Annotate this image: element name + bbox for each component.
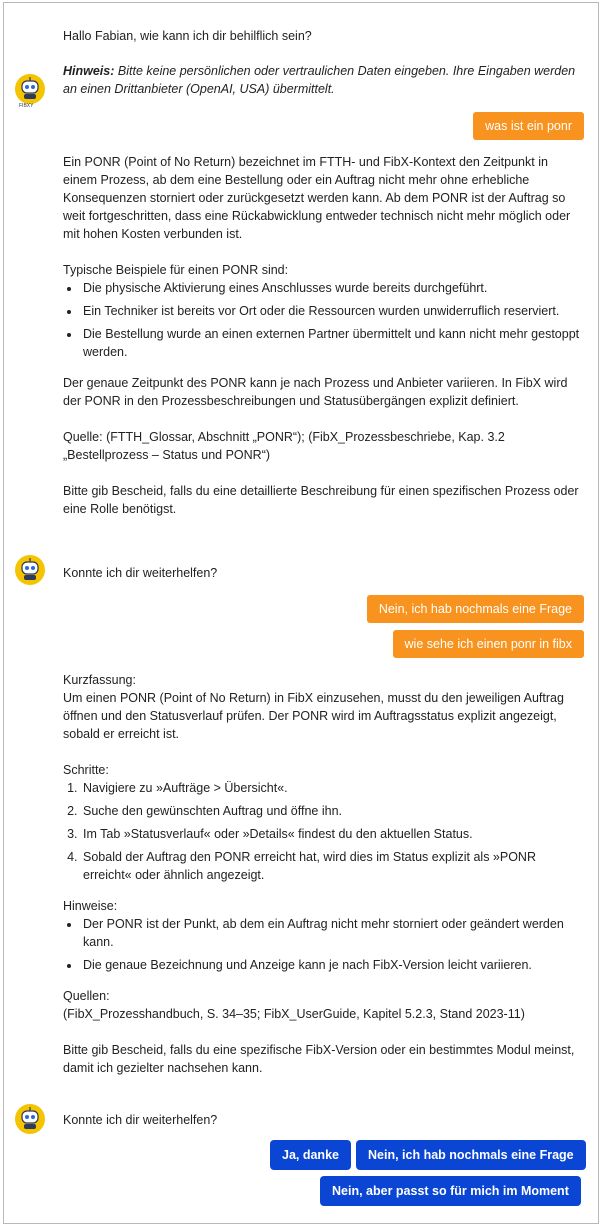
steps-heading: Schritte:	[63, 763, 109, 777]
bot-avatar-icon	[14, 554, 46, 586]
hints-list	[81, 915, 583, 974]
answer-intro: Ein PONR (Point of No Return) bezeichnet im FTTH- und FibX-Kontext den Zeitpunkt in einem Prozess, ab dem eine Bestellung oder ein Auftrag nicht mehr ohne erhebliche Konsequenzen storniert oder zurückgesetzt werden kann. Ab dem PONR ist der Auftrag so weit fortgeschritten, dass eine Rückabwicklung entweder technisch nicht mehr möglich oder mit hohen Kosten verbunden ist.	[63, 155, 571, 241]
list-item: 3. Im Tab »Statusverlauf« oder »Details« findest du den aktuellen Status.	[81, 825, 583, 843]
sources-text: (FibX_Prozesshandbuch, S. 34–35; FibX_UserGuide, Kapitel 5.2.3, Stand 2023-11)	[63, 1007, 525, 1021]
yes-thanks-button[interactable]: Ja, danke	[270, 1140, 351, 1170]
examples-heading: Typische Beispiele für einen PONR sind:	[63, 263, 289, 277]
bot-avatar-label: FIBXY	[19, 103, 34, 109]
bot-answer-1	[63, 153, 583, 518]
summary-heading: Kurzfassung:	[63, 673, 136, 687]
answer-closing: Bitte gib Bescheid, falls du eine detaillierte Beschreibung für einen spezifischen Prozess oder eine Rolle benötigst.	[63, 484, 579, 516]
another-question-button[interactable]: Nein, ich hab nochmals eine Frage	[356, 1140, 586, 1170]
sources-heading: Quellen:	[63, 989, 110, 1003]
answer-closing: Bitte gib Bescheid, falls du eine spezifische FibX-Version oder ein bestimmtes Modul meinst, damit ich gezielter nachsehen kann.	[63, 1043, 575, 1075]
user-message: Nein, ich hab nochmals eine Frage	[367, 595, 584, 623]
list-item: • Die Bestellung wurde an einen externen Partner übermittelt und kann nicht mehr gestoppt werden.	[81, 325, 583, 361]
list-item: • Die genaue Bezeichnung und Anzeige kann je nach FibX-Version leicht variieren.	[81, 956, 583, 974]
list-item: 1. Navigiere zu »Aufträge > Übersicht«.	[81, 779, 583, 797]
hints-heading: Hinweise:	[63, 899, 118, 913]
bot-greeting: Hallo Fabian, wie kann ich dir behilflich sein?	[63, 29, 312, 43]
bot-avatar-icon	[14, 1103, 46, 1135]
list-item: • Der PONR ist der Punkt, ab dem ein Auftrag nicht mehr storniert oder geändert werden kann.	[81, 915, 583, 951]
chat-window	[3, 2, 599, 1224]
list-item: 2. Suche den gewünschten Auftrag und öffne ihn.	[81, 802, 583, 820]
bot-followup: Konnte ich dir weiterhelfen?	[63, 566, 218, 580]
bot-followup: Konnte ich dir weiterhelfen?	[63, 1113, 218, 1127]
steps-list	[81, 779, 583, 884]
list-item: • Die physische Aktivierung eines Anschlusses wurde bereits durchgeführt.	[81, 279, 583, 297]
answer-source: Quelle: (FTTH_Glossar, Abschnitt „PONR“); (FibX_Prozessbeschriebe, Kap. 3.2 „Bestellprozess – Status und PONR“)	[63, 430, 505, 462]
user-message: was ist ein ponr	[473, 112, 584, 140]
privacy-hint-label: Hinweis:	[63, 64, 115, 78]
answer-note: Der genaue Zeitpunkt des PONR kann je nach Prozess und Anbieter variieren. In FibX wird der PONR in den Prozessbeschreibungen und Statusübergängen explizit definiert.	[63, 376, 568, 408]
examples-list	[81, 279, 583, 361]
list-item: 4. Sobald der Auftrag den PONR erreicht hat, wird dies im Status explizit als »PONR erreicht« oder ähnlich angezeigt.	[81, 848, 583, 884]
bot-answer-2	[63, 671, 583, 1077]
privacy-hint	[63, 62, 583, 98]
list-item: • Ein Techniker ist bereits vor Ort oder die Ressourcen wurden unwiderruflich reserviert.	[81, 302, 583, 320]
privacy-hint-text: Bitte keine persönlichen oder vertraulichen Daten eingeben. Ihre Eingaben werden an einen Drittanbieter (OpenAI, USA) übermittelt.	[63, 64, 576, 96]
summary-text: Um einen PONR (Point of No Return) in FibX einzusehen, musst du den jeweiligen Auftrag öffnen und den Statusverlauf prüfen. Der PONR wird im Auftragsstatus explizit angezeigt, sobald er erreicht ist.	[63, 691, 564, 741]
user-message: wie sehe ich einen ponr in fibx	[393, 630, 584, 658]
bot-avatar-icon	[14, 73, 46, 105]
fine-for-now-button[interactable]: Nein, aber passt so für mich im Moment	[320, 1176, 581, 1206]
